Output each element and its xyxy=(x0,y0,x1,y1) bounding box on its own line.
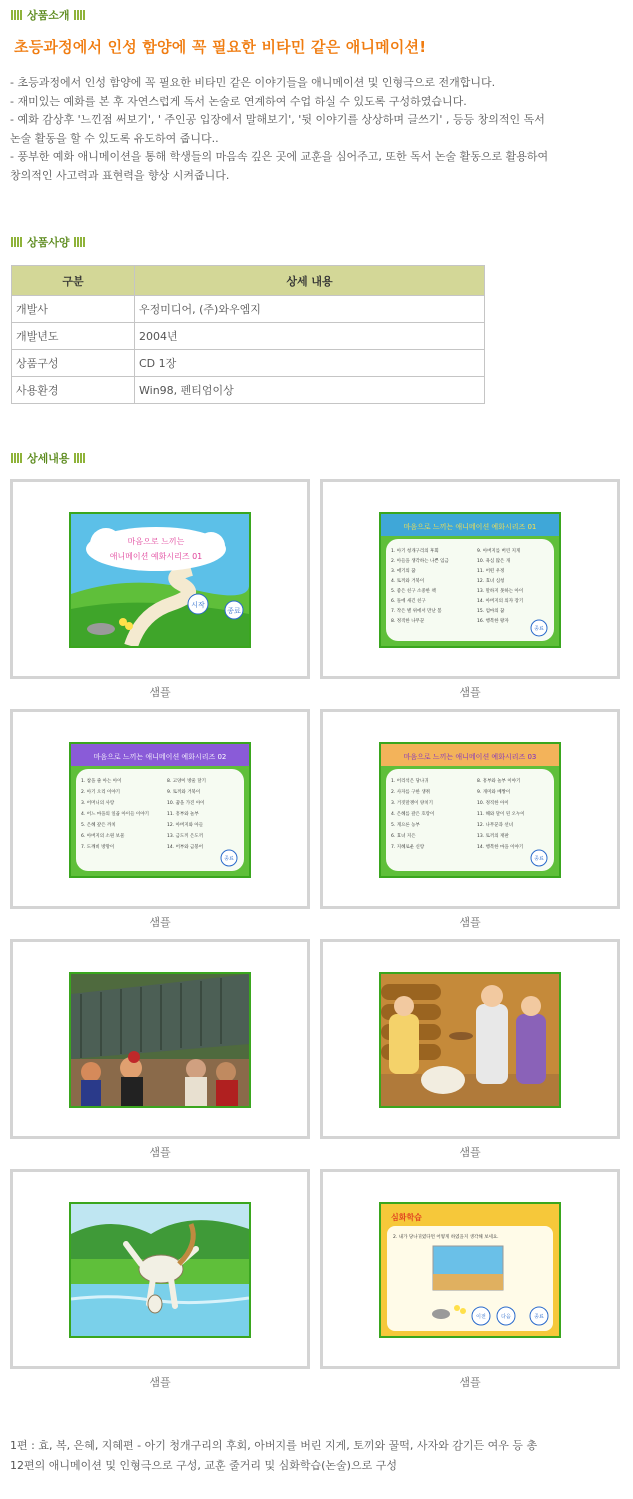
menu-item[interactable]: 10. 욕심 많은 개 xyxy=(477,559,511,564)
menu-item[interactable]: 4. 토끼와 거북이 xyxy=(391,579,425,584)
end-button[interactable]: 종료 xyxy=(534,1314,544,1320)
end-button[interactable]: 종료 xyxy=(534,626,544,632)
menu-item[interactable]: 5. 은혜 갚은 까치 xyxy=(81,823,116,828)
spec-header-row xyxy=(12,266,485,296)
menu-item[interactable]: 5. 게으른 농부 xyxy=(391,823,420,828)
menu-item[interactable]: 3. 거짓말쟁이 양치기 xyxy=(391,801,433,806)
menu-item[interactable]: 8. 고양이 방울 달기 xyxy=(167,779,207,784)
menu-item[interactable]: 2. 아기 오리 이야기 xyxy=(81,790,121,795)
sample-card[interactable] xyxy=(320,939,620,1139)
footer-line: 1편 : 효, 복, 은혜, 지혜편 - 아기 청개구리의 후회, 아버지를 버린 지게, 토끼와 꿀떡, 사자와 감기든 여우 등 총 xyxy=(10,1439,538,1452)
end-button[interactable]: 종료 xyxy=(227,607,241,615)
menu-item[interactable]: 9. 개미와 베짱이 xyxy=(477,790,511,795)
spec-table xyxy=(11,265,485,404)
pattern-icon xyxy=(74,10,86,20)
table-row xyxy=(12,350,485,377)
menu-item[interactable]: 11. 흥부와 놀부 xyxy=(167,812,199,817)
intro-line: - 초등과정에서 인성 함양에 꼭 필요한 비타민 같은 이야기들을 애니메이션 및 인형극으로 전개합니다. xyxy=(10,76,496,89)
sample-image-cartoon-scene[interactable] xyxy=(379,972,561,1108)
menu-item[interactable]: 3. 어머니의 사랑 xyxy=(81,801,115,806)
intro-line: - 재미있는 예화를 본 후 자연스럽게 독서 논술로 연계하여 수업 하실 수 있도록 구성하였습니다. xyxy=(10,94,467,108)
deep-learning-title: 심화학습 xyxy=(391,1213,422,1222)
menu-item[interactable]: 12. 효녀 심청 xyxy=(477,579,505,584)
menu-item[interactable]: 14. 아버지의 의자 장기 xyxy=(477,599,524,604)
spec-key: 개발년도 xyxy=(12,323,135,350)
sample-card[interactable] xyxy=(320,709,620,909)
section-title-intro: 상품소개 xyxy=(11,6,86,24)
spec-header-key: 구분 xyxy=(12,266,135,296)
sample-card[interactable] xyxy=(10,479,310,679)
menu-title: 마음으로 느끼는 애니메이션 예화시리즈 01 xyxy=(403,523,537,531)
intro-line: 논술 활동을 할 수 있도록 유도하여 줍니다.. xyxy=(10,131,219,145)
menu-item[interactable]: 11. 해와 달이 된 오누이 xyxy=(477,812,525,817)
menu-item[interactable]: 10. 꿈을 가진 아이 xyxy=(167,801,205,806)
spec-value: Win98, 펜티엄이상 xyxy=(135,377,485,404)
spec-value: CD 1장 xyxy=(135,350,485,377)
prev-button[interactable]: 이전 xyxy=(476,1314,486,1320)
table-row xyxy=(12,323,485,350)
pattern-icon xyxy=(11,10,23,20)
menu-item[interactable]: 4. 어느 마을의 일곱 아이들 이야기 xyxy=(81,812,149,817)
sample-image-deep-learning[interactable] xyxy=(379,1202,561,1338)
menu-item[interactable]: 1. 어리석은 당나귀 xyxy=(391,779,429,784)
pattern-icon xyxy=(11,237,23,247)
end-button[interactable]: 종료 xyxy=(534,856,544,862)
sample-image-donkey-scene[interactable] xyxy=(69,1202,251,1338)
pattern-icon xyxy=(74,237,86,247)
sample-caption: 샘플 xyxy=(149,686,171,699)
menu-item[interactable]: 1. 아기 청개구리의 후회 xyxy=(391,549,439,554)
sample-card[interactable] xyxy=(10,939,310,1139)
end-button[interactable]: 종료 xyxy=(224,856,234,862)
menu-item[interactable]: 4. 은혜를 갚은 호랑이 xyxy=(391,812,435,817)
menu-item[interactable]: 10. 정직한 아이 xyxy=(477,801,509,806)
sample-image-title-screen[interactable] xyxy=(69,512,251,648)
intro-line: - 예화 감상후 '느낀점 써보기', ' 주인공 입장에서 말해보기', '뒷 이야기를 상상하며 글쓰기' , 등등 창의적인 독서 xyxy=(10,113,545,126)
spec-key: 개발사 xyxy=(12,296,135,323)
sample-image-menu-02[interactable] xyxy=(69,742,251,878)
menu-item[interactable]: 5. 좋은 친구 소중한 책 xyxy=(391,589,436,594)
intro-line: - 풍부한 예화 애니메이션을 통해 학생들의 마음속 깊은 곳에 교훈을 심어주고, 또한 독서 논술 활동으로 활용하여 xyxy=(10,150,549,163)
menu-title: 마음으로 느끼는 애니메이션 예화시리즈 03 xyxy=(403,753,537,761)
sample-image-menu-01[interactable] xyxy=(379,512,561,648)
spec-key: 상품구성 xyxy=(12,350,135,377)
sample-image-puppet-show[interactable] xyxy=(69,972,251,1108)
spec-value: 2004년 xyxy=(135,323,485,350)
intro-line: 창의적인 사고력과 표현력을 향상 시켜줍니다. xyxy=(10,168,230,182)
sample-card[interactable] xyxy=(10,1169,310,1369)
pattern-icon xyxy=(74,453,86,463)
menu-item[interactable]: 9. 토끼와 거북이 xyxy=(167,790,201,795)
sample-caption: 샘플 xyxy=(459,916,481,929)
menu-item[interactable]: 2. 아들을 생각하는 나쁜 임금 xyxy=(391,559,449,564)
menu-item[interactable]: 12. 나무꾼과 선녀 xyxy=(477,823,514,828)
sample-caption: 샘플 xyxy=(149,916,171,929)
menu-item[interactable]: 12. 아버지와 아들 xyxy=(167,823,204,828)
menu-item[interactable]: 9. 아버지를 버린 지게 xyxy=(477,549,521,554)
menu-item[interactable]: 15. 엄마의 꿈 xyxy=(477,609,505,614)
section-title-detail: 상세내용 xyxy=(11,449,86,467)
menu-item[interactable]: 8. 정직한 나무꾼 xyxy=(391,619,425,624)
menu-item[interactable]: 14. 어부와 금붕어 xyxy=(167,845,204,850)
menu-item[interactable]: 13. 말하지 못하는 아이 xyxy=(477,589,524,594)
sample-card[interactable] xyxy=(320,479,620,679)
spec-key: 사용환경 xyxy=(12,377,135,404)
footer-line: 12편의 애니메이션 및 인형극으로 구성, 교훈 줄거리 및 심화학습(논술)으로 구성 xyxy=(10,1459,397,1472)
sample-card[interactable] xyxy=(10,709,310,909)
menu-item[interactable]: 1. 참을 줄 아는 아이 xyxy=(81,779,122,784)
headline: 초등과정에서 인성 함양에 꼭 필요한 비타민 같은 애니메이션! xyxy=(14,38,427,56)
spec-header-value: 상세 내용 xyxy=(135,266,485,296)
menu-item[interactable]: 8. 흥부와 놀부 이야기 xyxy=(477,779,521,784)
sample-caption: 샘플 xyxy=(149,1376,171,1389)
menu-item[interactable]: 7. 도깨비 방망이 xyxy=(81,845,115,850)
menu-item[interactable]: 13. 금도끼 은도끼 xyxy=(167,834,204,839)
menu-item[interactable]: 7. 지혜로운 신랑 xyxy=(391,845,425,850)
start-button[interactable]: 시작 xyxy=(191,601,205,609)
menu-item[interactable]: 6. 아버지의 소원 보물 xyxy=(81,834,125,839)
sample-caption: 샘플 xyxy=(459,686,481,699)
pattern-icon xyxy=(11,453,23,463)
menu-item[interactable]: 14. 행복한 마을 이야기 xyxy=(477,845,524,850)
table-row xyxy=(12,377,485,404)
next-button[interactable]: 다음 xyxy=(501,1314,511,1320)
menu-item[interactable]: 6. 돌에 새긴 친구 xyxy=(391,599,426,604)
intro-text xyxy=(10,74,625,185)
menu-item[interactable]: 3. 애기의 꿈 xyxy=(391,569,416,574)
cloud-line-2: 애니메이션 예화시리즈 01 xyxy=(109,552,203,561)
section-title-spec: 상품사양 xyxy=(11,233,86,251)
sample-card[interactable] xyxy=(320,1169,620,1369)
menu-item[interactable]: 13. 토끼의 재판 xyxy=(477,834,509,839)
menu-item[interactable]: 16. 행복한 왕자 xyxy=(477,619,509,624)
deep-learning-question: 2. 내가 당나귀였다면 어떻게 하였을지 생각해 보세요. xyxy=(393,1235,499,1240)
menu-item[interactable]: 6. 효녀 지은 xyxy=(391,834,416,839)
footer-text xyxy=(10,1436,625,1476)
menu-title: 마음으로 느끼는 애니메이션 예화시리즈 02 xyxy=(93,753,227,761)
sample-caption: 샘플 xyxy=(149,1146,171,1159)
menu-item[interactable]: 7. 작은 별 위에서 만난 봄 xyxy=(391,609,442,614)
table-row xyxy=(12,296,485,323)
sample-caption: 샘플 xyxy=(459,1376,481,1389)
spec-value: 우정미디어, (주)와우엠지 xyxy=(135,296,485,323)
cloud-line-1: 마음으로 느끼는 xyxy=(127,537,185,546)
menu-item[interactable]: 11. 어떤 우정 xyxy=(477,569,505,574)
sample-caption: 샘플 xyxy=(459,1146,481,1159)
menu-item[interactable]: 2. 사자를 구한 생쥐 xyxy=(391,790,431,795)
sample-image-menu-03[interactable] xyxy=(379,742,561,878)
